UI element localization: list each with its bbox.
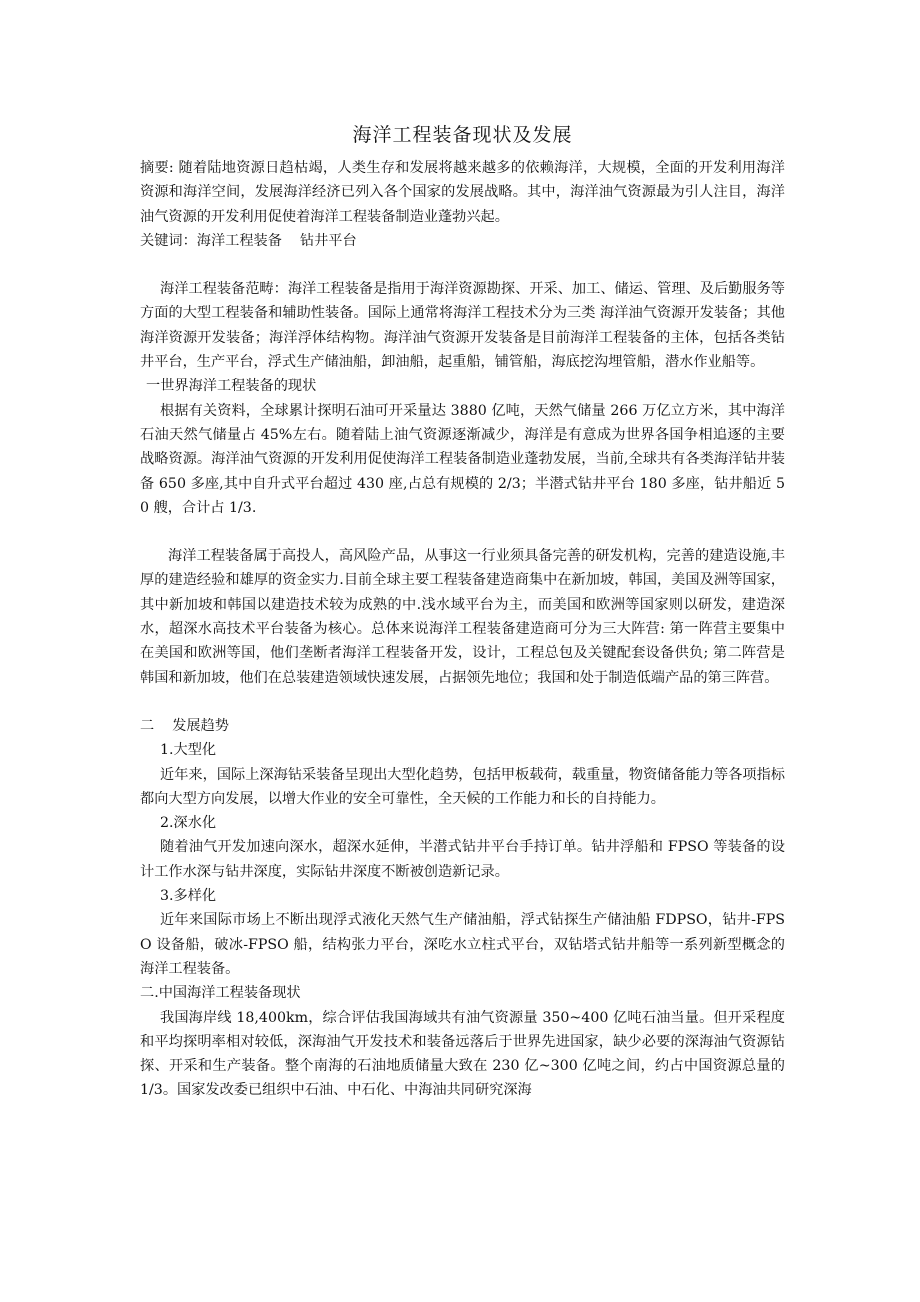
scope-paragraph: 海洋工程装备范畴：海洋工程装备是指用于海洋资源勘探、开采、加工、储运、管理、及后勤服务等方面的大型工程装备和辅助性装备。国际上通常将海洋工程技术分为三类 海洋油气资源开发装备；其他海洋资源开发装备；海洋浮体结构物。海洋油气资源开发装备是目前海洋工程装备的主体，包括各类钻井平台，生产平台，浮式生产储油船，卸油船，起重船，铺管船，海底挖沟埋管船，潜水作业船等。 — [140, 281, 785, 371]
world-paragraph-1: 根据有关资料，全球累计探明石油可开采量达 3880 亿吨，天然气储量 266 万亿立方米，其中海洋石油天然气储量占 45%左右。随着陆上油气资源逐渐减少，海洋是有意成为世界各国争相追逐的主要战略资源。海洋油气资源的开发利用促使海洋工程装备制造业蓬勃发展，当前,全球共有各类海洋钻井装备 650 多座,其中自升式平台超过 430 座,占总有规模的 2/3；半潜式钻井平台 180 多座，钻井船近 50 艘，合计占 1/3. — [140, 402, 785, 516]
section-heading-china: 二.中国海洋工程装备现状 — [140, 985, 301, 1002]
deep-paragraph: 随着油气开发加速向深水，超深水延伸，半潜式钻井平台手持订单。钻井浮船和 FPSO 等装备的设计工作水深与钻井深度，实际钻井深度不断被创造新记录。 — [140, 839, 785, 880]
subheading-diverse: 3.多样化 — [160, 888, 217, 905]
diverse-paragraph: 近年来国际市场上不断出现浮式液化天然气生产储油船，浮式钻探生产储油船 FDPSO，钻井-FPSO 设备船，破冰-FPSO 船，结构张力平台，深吃水立柱式平台，双钻塔式钻井船等一系列新型概念的海洋工程装备。 — [140, 912, 785, 977]
abstract-paragraph: 摘要: 随着陆地资源日趋枯竭，人类生存和发展将越来越多的依赖海洋，大规模，全面的开发利用海洋资源和海洋空间，发展海洋经济已列入各个国家的发展战略。其中，海洋油气资源最为引人注目，海洋油气资源的开发利用促使着海洋工程装备制造业蓬勃兴起。 — [140, 160, 785, 225]
subheading-large: 1.大型化 — [160, 742, 217, 759]
world-paragraph-2: 海洋工程装备属于高投人，高风险产品，从事这一行业须具备完善的研发机构，完善的建造设施,丰厚的建造经验和雄厚的资金实力.目前全球主要工程装备建造商集中在新加坡，韩国，美国及洲等国家，其中新加坡和韩国以建造技术较为成熟的中.浅水域平台为主，而美国和欧洲等国家则以研发，建造深水，超深水高技术平台装备为核心。总体来说海洋工程装备建造商可分为三大阵营: 第一阵营主要集中在美国和欧洲等国，他们垄断者海洋工程装备开发，设计，工程总包及关键配套设备供负; 第二阵营是韩国和新加坡，他们在总装建造领域快速发展，占据领先地位；我国和处于制造低端产品的第三阵营。 — [140, 548, 785, 686]
large-paragraph: 近年来，国际上深海钻采装备呈现出大型化趋势，包括甲板载荷，载重量，物资储备能力等各项指标都向大型方向发展，以增大作业的安全可靠性，全天候的工作能力和长的自持能力。 — [140, 766, 785, 807]
spacer — [140, 520, 785, 544]
section-heading-trends: 二 发展趋势 — [140, 717, 229, 734]
subheading-deep: 2.深水化 — [160, 815, 217, 832]
spacer — [140, 253, 785, 277]
document-page — [140, 120, 785, 1103]
document-title: 海洋工程装备现状及发展 — [352, 124, 573, 146]
keywords-line: 关键词：海洋工程装备 钻井平台 — [140, 232, 357, 249]
spacer — [140, 690, 785, 714]
china-paragraph: 我国海岸线 18,400km，综合评估我国海域共有油气资源量 350~400 亿吨石油当量。但开采程度和平均探明率相对较低，深海油气开发技术和装备远落后于世界先进国家，缺少必要的深海油气资源钻探、开采和生产装备。整个南海的石油地质储量大致在 230 亿~300 亿吨之间，约占中国资源总量的 1/3。国家发改委已组织中石油、中石化、中海油共同研究深海 — [140, 1009, 785, 1099]
section-heading-world: 一世界海洋工程装备的现状 — [146, 378, 317, 395]
